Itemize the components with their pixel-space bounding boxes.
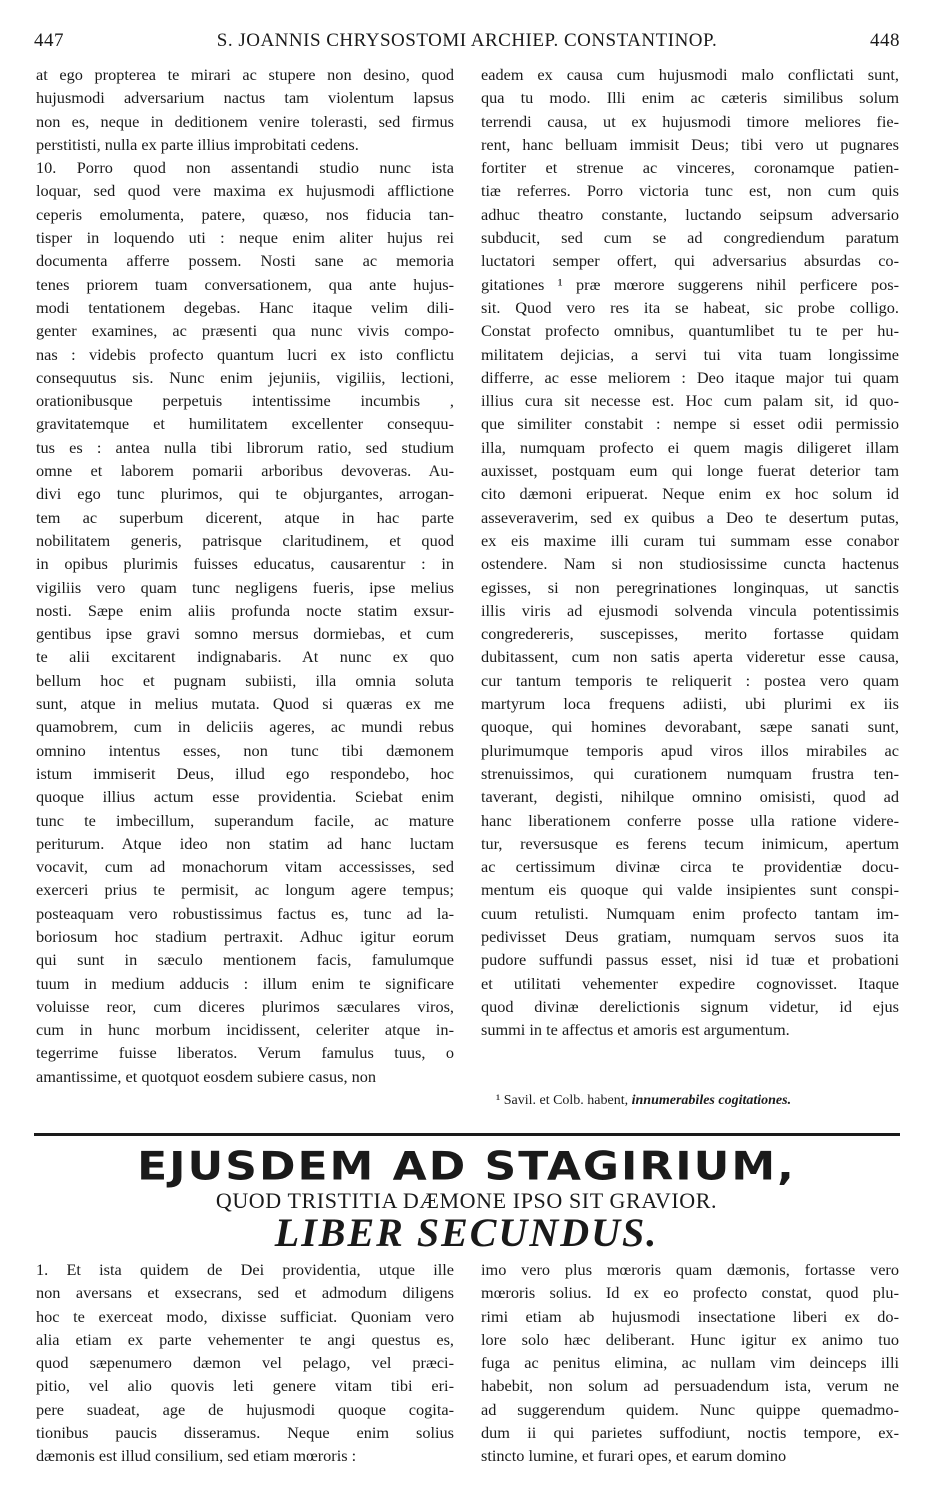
- text-line: modi tentationem degebas. Hanc itaque velim dili-: [36, 297, 454, 317]
- text-line: tegerrime fuisse liberatos. Verum famulus tuus, o: [36, 1043, 454, 1063]
- text-line: qua tu modo. Illi enim ac cæteris similibus solum: [481, 88, 899, 108]
- text-line: posteaquam vero robustissimus factus es, tunc ad la-: [36, 903, 454, 923]
- text-line: gitationes ¹ præ mœrore suggerens nihil perficere pos-: [481, 274, 899, 294]
- text-line: istum immiserit Deus, illud ego respondebo, hoc: [36, 763, 454, 783]
- text-line: cum in hunc morbum incidissent, celeriter atque in-: [36, 1020, 454, 1040]
- text-line: martyrum loca frequens adiisti, ubi plurimi ex iis: [481, 694, 899, 714]
- text-line: egisses, si non peregrinationes longinquas, ut sanctis: [481, 577, 899, 597]
- text-line: terrendi causa, ut ex hujusmodi timore meliores fie-: [481, 111, 899, 131]
- text-line: hanc liberationem conferre posse ulla ratione videre-: [481, 810, 899, 830]
- text-line: non es, neque in deditionem venire tolerasti, sed firmus: [36, 111, 454, 131]
- text-line: periturum. Atque ideo non statim ad hanc luctam: [36, 833, 454, 853]
- text-line: pudore suffundi passus esset, nisi id tuæ et probationi: [481, 950, 899, 970]
- text-line: non aversans et exsecrans, sed et admodum diligens: [36, 1283, 454, 1303]
- text-line: sit. Quod vero res ita se habeat, sic probe colligo.: [481, 297, 899, 317]
- text-line: differre, ac esse meliorem : Deo itaque major tui quam: [481, 367, 899, 387]
- text-line: exerceri prius te permisit, ac longum agere tempus;: [36, 880, 454, 900]
- text-line: nobilitatem generis, patrisque claritudinem, et quod: [36, 530, 454, 550]
- text-line: ex eis maxime illi curam tui summam esse conabor: [481, 530, 899, 550]
- text-line: plurimumque temporis apud viros illos mirabiles ac: [481, 740, 899, 760]
- text-line: pitio, vel alio quovis leti genere vitam tibi eri-: [36, 1376, 454, 1396]
- top-left-column: [36, 63, 454, 1088]
- text-line: habebit, non solum ad persuadendum ista, verum ne: [481, 1376, 899, 1396]
- text-line: omnino intentus esses, non tunc tibi dæmonem: [36, 740, 454, 760]
- text-line: rimi etiam ab hujusmodi insectatione liberi ex do-: [481, 1306, 899, 1326]
- text-line: nas : videbis profecto quantum lucri ex isto conflictu: [36, 344, 454, 364]
- text-line: gravitatemque et humilitatem excellenter consequu-: [36, 414, 454, 434]
- text-line: rent, hanc belluam immisit Deus; tibi vero ut pugnares: [481, 134, 899, 154]
- text-line: illa, numquam profecto ei quem magis diligeret illam: [481, 437, 899, 457]
- text-line: illius cura sit necesse est. Hoc cum palam sit, id quo-: [481, 391, 899, 411]
- text-line: dubitassent, cum non satis aperta videretur esse causa,: [481, 647, 899, 667]
- text-line: divi ego tunc plurimos, qui te objurgantes, arrogan-: [36, 484, 454, 504]
- text-line: mœroris solius. Id ex eo profecto constat, quod plu-: [481, 1283, 899, 1303]
- text-line: que similiter constabit : nempe si esset odii permissio: [481, 414, 899, 434]
- text-line: quod divinæ derelictionis signum videtur, id ejus: [481, 996, 899, 1016]
- text-line: luctatori semper offert, qui adversarius absurdas co-: [481, 251, 899, 271]
- page-number-left: 447: [34, 30, 64, 51]
- text-line: fortiter et strenue ac vinceres, coronamque patien-: [481, 158, 899, 178]
- text-line: et utilitati vehementer expedire cognovisset. Itaque: [481, 973, 899, 993]
- text-line: cur tantum temporis te reliquerit : postea vero quam: [481, 670, 899, 690]
- footnote-lead: ¹ Savil. et Colb. habent,: [496, 1093, 629, 1108]
- text-line: adhuc theatro constante, luctando seipsum adversario: [481, 204, 899, 224]
- text-line: auxisset, postquam eum qui longe fuerat deterior tam: [481, 461, 899, 481]
- text-line: te alii excitarent indignabaris. At nunc ex quo: [36, 647, 454, 667]
- text-line: militatem dejicias, a servi tui vita tuam longissime: [481, 344, 899, 364]
- bottom-right-column: [481, 1258, 899, 1468]
- text-line: voluisse reor, cum diceres plurimos sæculares viros,: [36, 996, 454, 1016]
- text-line: 1. Et ista quidem de Dei providentia, utque ille: [36, 1260, 454, 1279]
- text-line: vigiliis vero quam tunc negligens fueris, ipse melius: [36, 577, 454, 597]
- book-subtitle: QUOD TRISTITIA DÆMONE IPSO SIT GRAVIOR.: [215, 1188, 718, 1213]
- text-line: illis viris ad ejusmodi solvenda vincula potentissimis: [481, 600, 899, 620]
- text-line: ad suggerendum quidem. Nunc quippe quemadmo-: [481, 1399, 899, 1419]
- text-line: tuum in medium adducis : illum enim te significare: [36, 973, 454, 993]
- book-title: EJUSDEM AD STAGIRIUM,: [137, 1143, 796, 1190]
- text-line: taverant, degisti, nihilque omnino omisisti, quod ad: [481, 787, 899, 807]
- text-line: congredereris, suscepisses, merito fortasse quidam: [481, 624, 899, 644]
- text-line: fuga ac penitus elimina, ac nullam vim deinceps illi: [481, 1353, 899, 1373]
- text-line: documenta afferre possem. Nosti sane ac memoria: [36, 251, 454, 271]
- text-line: bellum hoc et pugnam subiisti, illa omnia soluta: [36, 670, 454, 690]
- text-line: tionibus paucis disseramus. Neque enim solius: [36, 1423, 454, 1443]
- text-line: nosti. Sæpe enim aliis profunda nocte statim exsur-: [36, 600, 454, 620]
- text-line: summi in te affectus et amoris est argumentum.: [481, 1020, 790, 1040]
- text-line: boriosum hoc stadium pertraxit. Adhuc igitur eorum: [36, 926, 454, 946]
- text-line: consequutus sis. Nunc enim jejuniis, vigiliis, lectioni,: [36, 367, 454, 387]
- text-line: hoc te exerceat modo, dixisse sufficiat. Quoniam vero: [36, 1306, 454, 1326]
- text-line: omne et laborem pomarii arboribus devoveras. Au-: [36, 461, 454, 481]
- text-line: hujusmodi adversarium nactus tam violentum lapsus: [36, 88, 454, 108]
- text-line: at ego propterea te mirari ac stupere non desino, quod: [36, 65, 454, 84]
- text-line: quoque illius actum esse providentia. Sciebat enim: [36, 787, 454, 807]
- text-line: vocavit, cum ad monachorum vitam accessisses, sed: [36, 857, 454, 877]
- footnote-italic: innumerabiles cogitationes.: [631, 1093, 792, 1108]
- text-line: dæmonis est illud consilium, sed etiam mœroris :: [36, 1446, 357, 1466]
- text-line: tus es : antea nulla tibi librorum ratio, sed studium: [36, 437, 454, 457]
- running-head: [34, 30, 900, 54]
- text-line: amantissime, et quotquot eosdem subiere casus, non: [36, 1066, 377, 1086]
- text-line: stincto lumine, et furari opes, et earum domino: [481, 1446, 787, 1466]
- text-line: strenuissimos, qui curationem numquam frustra ten-: [481, 763, 899, 783]
- page-number-right: 448: [870, 30, 900, 51]
- text-line: pedivisset Deus gratiam, numquam servos suos ita: [481, 926, 899, 946]
- text-line: pere suadeat, age de hujusmodi quoque cogita-: [36, 1399, 454, 1419]
- text-line: tisper in loquendo uti : neque enim aliter hujus rei: [36, 228, 454, 248]
- text-line: ceperis emolumenta, patere, quæso, nos fiducia tan-: [36, 204, 454, 224]
- text-line: tiæ referres. Porro victoria tunc est, non cum quis: [481, 181, 899, 201]
- section-divider: [34, 1133, 900, 1136]
- text-line: in opibus plurimis fuisses educatus, causarentur : in: [36, 554, 454, 574]
- text-line: gentibus ipse gravi somno mersus dormiebas, et cum: [36, 624, 454, 644]
- text-line: genter examines, ac præsenti qua nunc vivis compo-: [36, 321, 454, 341]
- text-line: Constat profecto omnibus, quantumlibet tu te per hu-: [481, 321, 899, 341]
- text-line: alia etiam ex parte vehementer te angi questus es,: [36, 1329, 454, 1349]
- text-line: dum ii qui parietes suffodiunt, noctis tempore, ex-: [481, 1423, 899, 1443]
- text-line: asseveraverim, sed ex quibus a Deo te desertum putas,: [481, 507, 899, 527]
- text-line: ostendere. Nam si non studiosissime cuncta hactenus: [481, 554, 899, 574]
- bottom-left-column: [36, 1258, 454, 1468]
- text-line: quamobrem, cum in deliciis ageres, ac mundi rebus: [36, 717, 454, 737]
- text-line: tem ac superbum dicerent, atque in hac parte: [36, 507, 454, 527]
- text-line: imo vero plus mœroris quam dæmonis, fortasse vero: [481, 1260, 899, 1279]
- text-line: 10. Porro quod non assentandi studio nunc ista: [36, 158, 454, 178]
- running-title: S. JOANNIS CHRYSOSTOMI ARCHIEP. CONSTANTINOP.: [216, 30, 718, 51]
- text-line: cuum retulisti. Numquam enim profecto tantam im-: [481, 903, 899, 923]
- text-line: eadem ex causa cum hujusmodi malo conflictati sunt,: [481, 65, 899, 84]
- text-line: ac certissimum divinæ circa te providentiæ docu-: [481, 857, 899, 877]
- text-line: subducit, sed cum se ad congrediendum paratum: [481, 228, 899, 248]
- text-line: quoque, qui homines devorabant, sæpe sanati sunt,: [481, 717, 899, 737]
- text-line: tur, reversusque es ferens tecum inimicum, apertum: [481, 833, 899, 853]
- text-line: orationibusque perpetuis intentissime incumbis ,: [36, 391, 454, 411]
- text-line: mentum eis quoque qui valde insipientes sunt conspi-: [481, 880, 899, 900]
- footnote: [496, 1093, 900, 1109]
- text-line: qui sunt in sæculo mentionem facis, famulumque: [36, 950, 454, 970]
- text-line: tenes priorem tuam conversationem, qua ante hujus-: [36, 274, 454, 294]
- text-line: perstitisti, nulla ex parte illius improbitati cedens.: [36, 134, 359, 154]
- text-line: quod sæpenumero dæmon vel pelago, vel præci-: [36, 1353, 454, 1373]
- text-line: cito dæmoni eripuerat. Neque enim ex hoc solum id: [481, 484, 899, 504]
- text-line: tunc te imbecillum, superandum facile, ac mature: [36, 810, 454, 830]
- text-line: loquar, sed quod vere maxima ex hujusmodi afflictione: [36, 181, 454, 201]
- top-right-column: [481, 63, 899, 1041]
- book-heading: LIBER SECUNDUS.: [274, 1210, 659, 1255]
- text-line: sunt, atque in melius mutata. Quod si quæras ex me: [36, 694, 454, 714]
- text-line: lore solo hæc deliberant. Hunc igitur ex animo tuo: [481, 1329, 899, 1349]
